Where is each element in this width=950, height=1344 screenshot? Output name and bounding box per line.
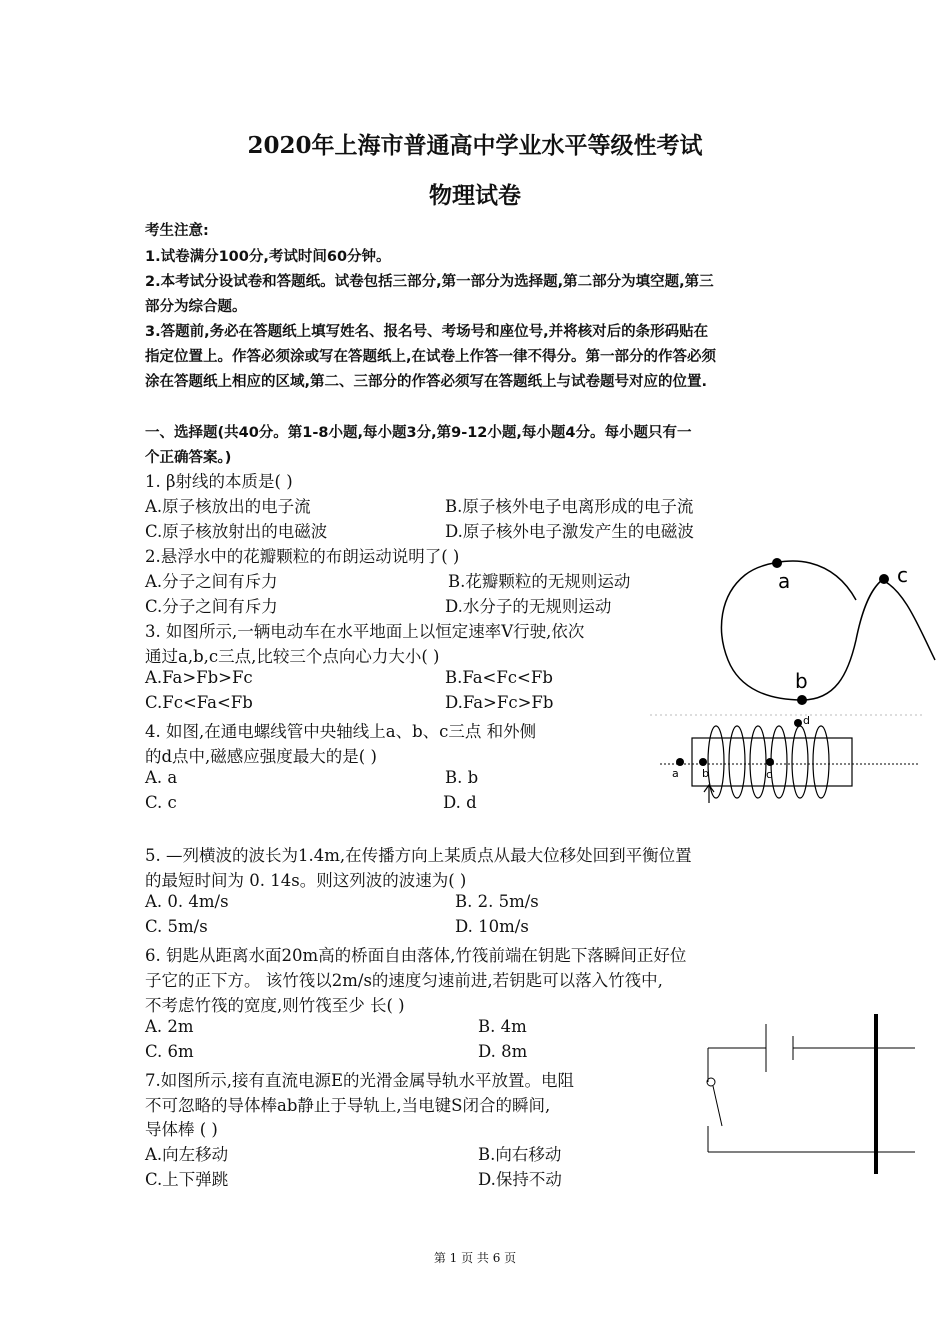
q7-option-b: B.向右移动	[478, 1145, 562, 1164]
q6-option-d: D. 8m	[478, 1042, 528, 1061]
q3-label-b: b	[795, 669, 808, 693]
notice-item: 部分为综合题。	[145, 299, 247, 315]
q1-option-d: D.原子核外电子激发产生的电磁波	[445, 522, 694, 541]
q7-switch-blade	[713, 1086, 722, 1126]
notice-item: 指定位置上。作答必须涂或写在答题纸上,在试卷上作答一律不得分。第一部分的作答必须	[145, 349, 717, 365]
q7-stem-cont: 不可忽略的导体棒ab静止于导轨上,当电键S闭合的瞬间,	[145, 1096, 551, 1115]
q3-option-b: B.Fa<Fc<Fb	[445, 668, 553, 687]
q7-option-a: A.向左移动	[145, 1145, 229, 1164]
exam-subtitle: 物理试卷	[429, 182, 521, 209]
section-heading: 一、选择题(共40分。第1-8小题,每小题3分,第9-12小题,每小题4分。每小题只有一	[145, 425, 692, 441]
q4-option-c: C. c	[145, 793, 177, 812]
q6-option-c: C. 6m	[145, 1042, 194, 1061]
q4-label-d: d	[803, 714, 810, 727]
q4-stem: 4. 如图,在通电螺线管中央轴线上a、b、c三点 和外侧	[145, 722, 537, 741]
q7-option-d: D.保持不动	[478, 1170, 562, 1189]
q6-stem-cont: 子它的正下方。 该竹筏以2m/s的速度匀速前进,若钥匙可以落入竹筏中,	[145, 971, 663, 990]
q4-label-a: a	[672, 767, 679, 780]
q1-option-b: B.原子核外电子电离形成的电子流	[445, 497, 694, 516]
q1-stem: 1. β射线的本质是( )	[145, 472, 293, 491]
q1-option-c: C.原子核放射出的电磁波	[145, 522, 328, 541]
section-heading-cont: 个正确答案。)	[145, 450, 232, 466]
q2-option-b: B.花瓣颗粒的无规则运动	[448, 572, 631, 591]
q3-option-a: A.Fa>Fb>Fc	[145, 668, 253, 687]
q5-option-b: B. 2. 5m/s	[455, 892, 539, 911]
notice-heading: 考生注意:	[145, 223, 209, 239]
q3-label-c: c	[897, 563, 908, 587]
q5-option-d: D. 10m/s	[455, 917, 529, 936]
q4-stem-cont: 的d点中,磁感应强度最大的是( )	[145, 747, 377, 766]
q6-option-b: B. 4m	[478, 1017, 527, 1036]
q3-label-a: a	[778, 569, 791, 593]
q6-stem: 6. 钥匙从距离水面20m高的桥面自由落体,竹筏前端在钥匙下落瞬间正好位	[145, 946, 687, 965]
q3-stem-cont: 通过a,b,c三点,比较三个点向心力大小( )	[145, 647, 440, 666]
q2-option-a: A.分子之间有斥力	[145, 572, 278, 591]
q4-label-c: c	[766, 768, 773, 781]
q4-option-a: A. a	[145, 768, 178, 787]
q2-option-c: C.分子之间有斥力	[145, 597, 278, 616]
q4-label-b: b	[702, 767, 709, 780]
q3-option-d: D.Fa>Fc>Fb	[445, 693, 554, 712]
q3-option-c: C.Fc<Fa<Fb	[145, 693, 253, 712]
q5-option-c: C. 5m/s	[145, 917, 208, 936]
q6-option-a: A. 2m	[145, 1017, 194, 1036]
q2-stem: 2.悬浮水中的花瓣颗粒的布朗运动说明了( )	[145, 547, 460, 566]
notice-item: 2.本考试分设试卷和答题纸。试卷包括三部分,第一部分为选择题,第二部分为填空题,第三	[145, 274, 714, 290]
q2-option-d: D.水分子的无规则运动	[445, 597, 612, 616]
q6-stem-cont2: 不考虑竹筏的宽度,则竹筏至少 长( )	[145, 996, 405, 1015]
q1-option-a: A.原子核放出的电子流	[145, 497, 311, 516]
exam-title: 2020年上海市普通高中学业水平等级性考试	[247, 132, 703, 159]
q4-option-b: B. b	[445, 768, 479, 787]
q5-stem: 5. —列横波的波长为1.4m,在传播方向上某质点从最大位移处回到平衡位置	[145, 846, 692, 865]
q7-stem-cont2: 导体棒 ( )	[145, 1120, 218, 1139]
notice-item: 3.答题前,务必在答题纸上填写姓名、报名号、考场号和座位号,并将核对后的条形码贴在	[145, 324, 709, 340]
q5-stem-cont: 的最短时间为 0. 14s。则这列波的波速为( )	[145, 871, 467, 890]
q7-option-c: C.上下弹跳	[145, 1170, 229, 1189]
q5-option-a: A. 0. 4m/s	[145, 892, 229, 911]
notice-item: 涂在答题纸上相应的区域,第二、三部分的作答必须写在答题纸上与试卷题号对应的位置.	[145, 374, 708, 390]
q4-option-d: D. d	[443, 793, 477, 812]
notice-item: 1.试卷满分100分,考试时间60分钟。	[145, 249, 391, 265]
q3-stem: 3. 如图所示,一辆电动车在水平地面上以恒定速率V行驶,依次	[145, 622, 585, 641]
page-number: 第 1 页 共 6 页	[433, 1251, 517, 1265]
q7-stem: 7.如图所示,接有直流电源E的光滑金属导轨水平放置。电阻	[145, 1071, 575, 1090]
